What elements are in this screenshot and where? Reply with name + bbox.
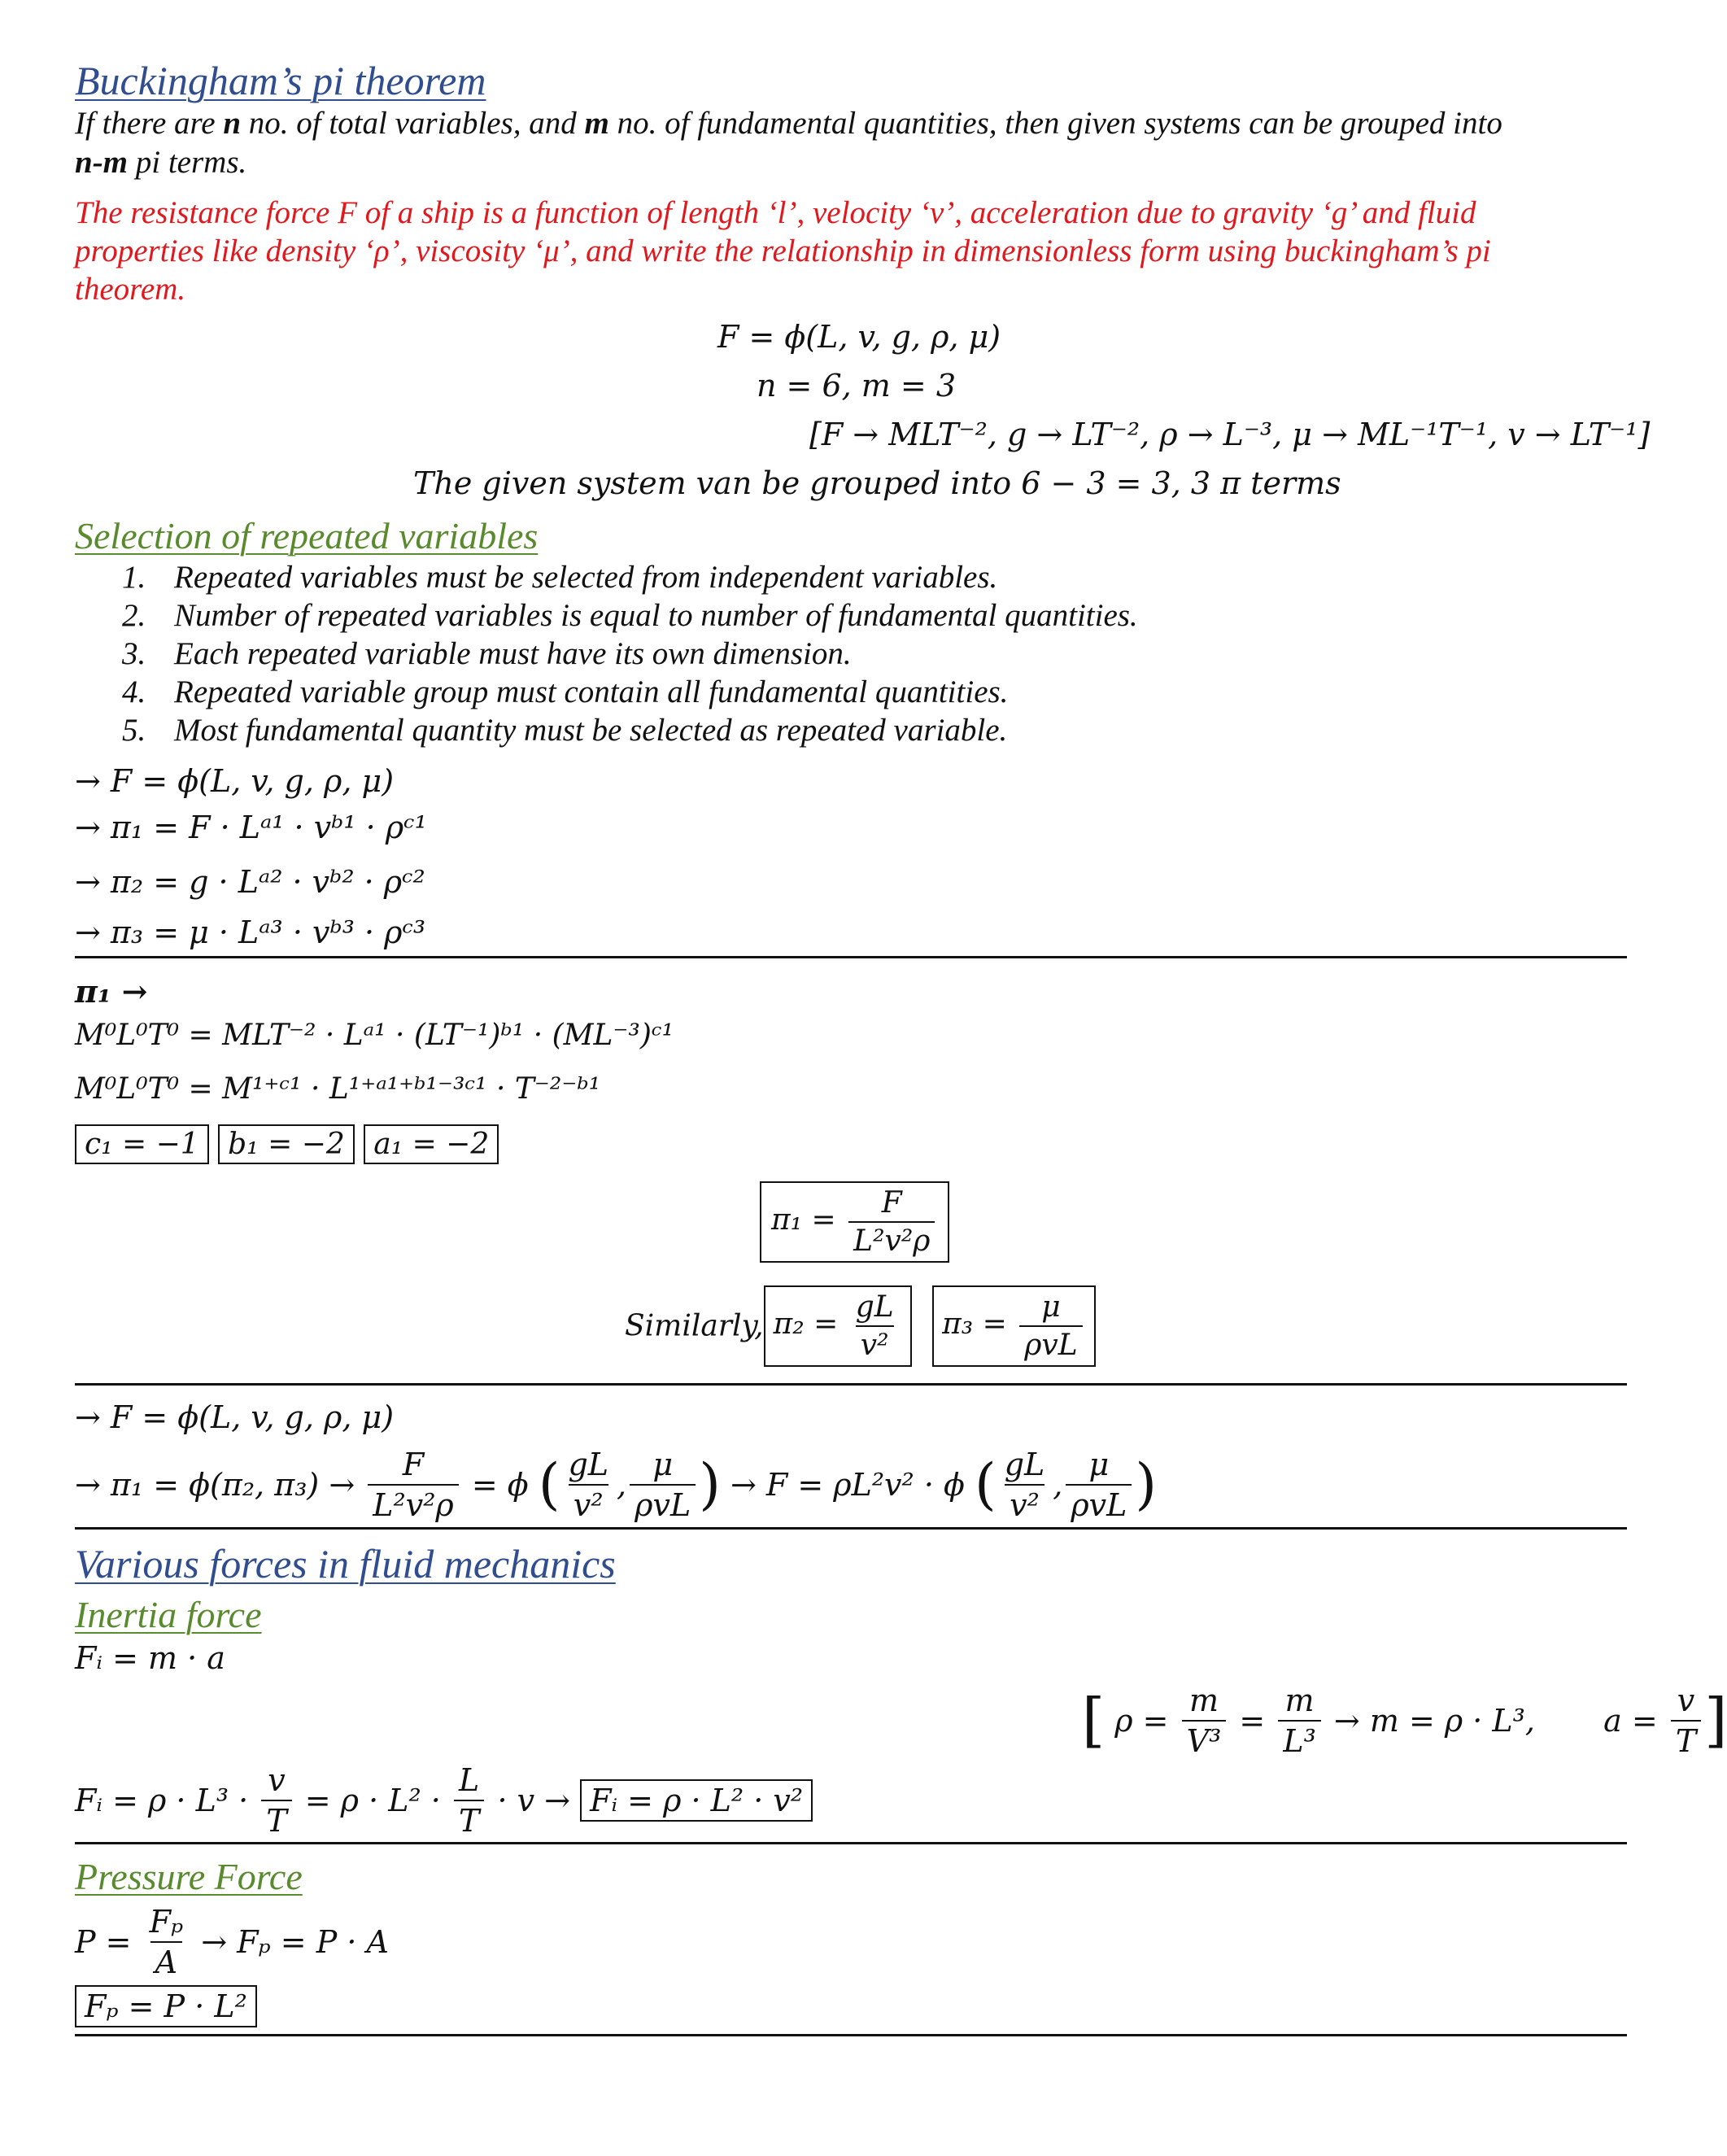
paren-open-glyph: (	[538, 1452, 560, 1517]
intro-part3: no. of fundamental quantities, then given systems can be grouped into	[617, 106, 1502, 141]
pi-setup-line4: → π₃ = μ · Lᵃ³ · vᵇ³ · ρᶜ³	[75, 914, 426, 950]
fraction-denominator: T	[1671, 1720, 1701, 1759]
deriv-part1: Fᵢ = ρ · L³ ·	[75, 1783, 249, 1818]
intro-n: n	[223, 106, 242, 141]
inertia-aux: [ ρ = $\frac{m}{\text{V³}}$ = $\frac{m}{\text{L³}}$ → m = ρ · L³, a = $\frac{v}{T}$ ]	[1082, 1682, 1727, 1759]
pi2-result-box	[764, 1285, 912, 1367]
list-number: 1.	[122, 560, 146, 595]
pressure-result: → Fₚ = P · A	[201, 1924, 389, 1960]
fraction-numerator: gL	[1004, 1447, 1045, 1482]
intro-text-line1	[75, 104, 1502, 143]
intro-text-line2	[75, 143, 246, 182]
exponent-results	[75, 1124, 499, 1164]
fraction-denominator: v²	[856, 1325, 894, 1362]
final-g-fraction	[563, 1447, 613, 1523]
fraction-denominator: ρvL	[1066, 1484, 1132, 1523]
section-title-buckingham: Buckingham’s pi theorem	[75, 58, 486, 103]
pi1-lhs: π₁ =	[771, 1203, 836, 1237]
grouped-statement: The given system van be grouped into 6 − 3 = 3, 3 π terms	[413, 465, 1341, 501]
fraction-numerator: L	[459, 1762, 480, 1798]
intro-nm: n-m	[75, 145, 129, 180]
fraction-denominator: L²v²ρ	[368, 1484, 459, 1523]
fraction-denominator: v²	[569, 1484, 608, 1523]
fraction-numerator: gL	[855, 1290, 894, 1324]
fraction-denominator: V³	[1182, 1720, 1227, 1759]
divider	[75, 1842, 1627, 1844]
list-number: 5.	[122, 713, 146, 748]
fp-over-a	[145, 1904, 189, 1980]
inertia-boxed-result: Fᵢ = ρ · L² · v²	[580, 1779, 813, 1822]
pi1-result	[760, 1181, 949, 1263]
pi1-heading: π₁ →	[75, 973, 148, 1010]
fraction-numerator: Fₚ	[149, 1904, 184, 1940]
list-item	[122, 711, 1138, 749]
fraction-denominator: v²	[1005, 1484, 1044, 1523]
problem-line3: theorem.	[75, 272, 186, 307]
fraction-denominator: ρvL	[630, 1484, 696, 1523]
intro-m: m	[584, 106, 609, 141]
inertia-def: Fᵢ = m · a	[75, 1640, 225, 1676]
v-over-T	[261, 1762, 291, 1839]
fraction-numerator: μ	[1088, 1447, 1110, 1482]
list-number: 2.	[122, 598, 146, 633]
pi3-lhs: π₃ =	[942, 1307, 1007, 1341]
paren-close-glyph: )	[699, 1452, 721, 1517]
fraction-numerator: F	[402, 1447, 425, 1482]
pressure-boxed-wrap	[75, 1985, 257, 2027]
inertia-derivation	[75, 1762, 813, 1839]
fraction-numerator: gL	[568, 1447, 609, 1482]
pi-setup-line1: → F = ϕ(L, v, g, ρ, μ)	[75, 763, 395, 799]
a1-box: a₁ = −2	[364, 1124, 499, 1164]
list-item	[122, 635, 1138, 673]
intro-part2: no. of total variables, and	[248, 106, 577, 141]
fraction-numerator: F	[881, 1186, 902, 1220]
final-line1: → F = ϕ(L, v, g, ρ, μ)	[75, 1399, 395, 1435]
pi3-result-box	[932, 1285, 1096, 1367]
paren-close-glyph: )	[1135, 1452, 1158, 1517]
fraction-numerator: v	[1677, 1682, 1695, 1718]
section-title-selection: Selection of repeated variables	[75, 515, 539, 556]
final-force-eq: → F = ρL²v² · ϕ	[730, 1467, 965, 1503]
final-line2: → π₁ = ϕ(π₂, π₃) → $\frac{F}{\text{L²v²ρ}}$ = ϕ ( $\frac{gL}{\text{v²}}$ , $\frac{\mu}{\text{ρvL}}$ ) → F = ρL²v² · ϕ ( $\frac{gL}{\text{v²}}$ , $\frac{\mu}{\text{ρvL}}$ )	[75, 1447, 1158, 1523]
list-item	[122, 596, 1138, 635]
final-g-fraction-2	[1000, 1447, 1050, 1523]
section-title-forces: Various forces in fluid mechanics	[75, 1541, 616, 1586]
pi1-dim-eq1: M⁰L⁰T⁰ = MLT⁻² · Lᵃ¹ · (LT⁻¹)ᵇ¹ · (ML⁻³)ᶜ¹	[75, 1019, 674, 1052]
equals-sign: =	[1239, 1703, 1266, 1739]
L-over-T	[454, 1762, 484, 1839]
list-text: Number of repeated variables is equal to number of fundamental quantities.	[174, 598, 1138, 633]
final-pi-relation: → π₁ = ϕ(π₂, π₃) →	[75, 1467, 355, 1503]
list-number: 3.	[122, 636, 146, 671]
section-title-pressure: Pressure Force	[75, 1856, 303, 1897]
final-mu-fraction	[630, 1447, 696, 1523]
fraction-numerator: m	[1284, 1682, 1315, 1718]
problem-line1: The resistance force F of a ship is a function of length ‘l’, velocity ‘v’, acceleration due to gravity ‘g’ and fluid	[75, 195, 1476, 230]
list-text: Repeated variables must be selected from independent variables.	[174, 560, 998, 595]
fraction-numerator: μ	[1041, 1290, 1061, 1324]
pi1-result-box	[760, 1181, 949, 1263]
similarly-results	[625, 1285, 1096, 1367]
mass-result: → m = ρ · L³,	[1333, 1703, 1535, 1739]
intro-part1: If there are	[75, 106, 216, 141]
pi-setup-line2: → π₁ = F · Lᵃ¹ · vᵇ¹ · ρᶜ¹	[75, 810, 427, 845]
c1-box: c₁ = −1	[75, 1124, 209, 1164]
list-text: Each repeated variable must have its own dimension.	[174, 636, 852, 671]
deriv-part2: = ρ · L² ·	[304, 1783, 441, 1818]
fraction-numerator: v	[268, 1762, 286, 1798]
list-text: Repeated variable group must contain all fundamental quantities.	[174, 674, 1009, 709]
pi2-fraction	[851, 1290, 899, 1362]
divider	[75, 956, 1627, 958]
final-f-fraction	[368, 1447, 459, 1523]
fraction-numerator: μ	[652, 1447, 674, 1482]
rho-frac-1	[1182, 1682, 1227, 1759]
list-item	[122, 673, 1138, 711]
n-m-eq: n = 6, m = 3	[757, 368, 957, 404]
fraction-denominator: T	[454, 1800, 484, 1839]
divider	[75, 1383, 1627, 1386]
function-eq: F = ϕ(L, v, g, ρ, μ)	[717, 319, 1001, 355]
fraction-numerator: m	[1188, 1682, 1219, 1718]
final-mu-fraction-2	[1066, 1447, 1132, 1523]
a-frac	[1671, 1682, 1701, 1759]
similarly-label: Similarly,	[625, 1309, 764, 1343]
rho-lhs: ρ =	[1114, 1703, 1169, 1739]
a-lhs: a =	[1603, 1703, 1658, 1739]
section-title-inertia: Inertia force	[75, 1594, 262, 1635]
dimension-list: [F → MLT⁻², g → LT⁻², ρ → L⁻³, μ → ML⁻¹T⁻¹, v → LT⁻¹]	[809, 417, 1651, 452]
fraction-denominator: L²v²ρ	[848, 1221, 935, 1258]
paren-open-glyph: (	[975, 1452, 997, 1517]
rules-list	[122, 558, 1138, 749]
deriv-part3: · v →	[497, 1783, 570, 1818]
divider	[75, 2034, 1627, 2036]
pi3-fraction	[1019, 1290, 1082, 1362]
list-number: 4.	[122, 674, 146, 709]
p-lhs: P =	[75, 1924, 132, 1960]
problem-line2: properties like density ‘ρ’, viscosity ‘μ’, and write the relationship in dimensionless form using buckingham’s pi	[75, 233, 1491, 268]
list-item	[122, 558, 1138, 596]
pi-setup-line3: → π₂ = g · Lᵃ² · vᵇ² · ρᶜ²	[75, 864, 425, 900]
list-text: Most fundamental quantity must be selected as repeated variable.	[174, 713, 1008, 748]
pressure-def	[75, 1904, 389, 1980]
rho-frac-2	[1278, 1682, 1320, 1759]
intro-part4: pi terms.	[135, 145, 247, 180]
divider	[75, 1527, 1627, 1530]
fraction-denominator: ρvL	[1019, 1325, 1082, 1362]
fraction-denominator: A	[150, 1941, 182, 1980]
b1-box: b₁ = −2	[218, 1124, 355, 1164]
pi2-lhs: π₂ =	[773, 1307, 839, 1341]
fraction-denominator: L³	[1278, 1720, 1320, 1759]
final-eq-phi: = ϕ	[471, 1467, 529, 1503]
pi1-dim-eq2: M⁰L⁰T⁰ = M¹⁺ᶜ¹ · L¹⁺ᵃ¹⁺ᵇ¹⁻³ᶜ¹ · T⁻²⁻ᵇ¹	[75, 1072, 601, 1106]
fraction-denominator: T	[261, 1800, 291, 1839]
pressure-boxed-result: Fₚ = P · L²	[75, 1985, 257, 2027]
pi1-fraction	[848, 1186, 935, 1258]
